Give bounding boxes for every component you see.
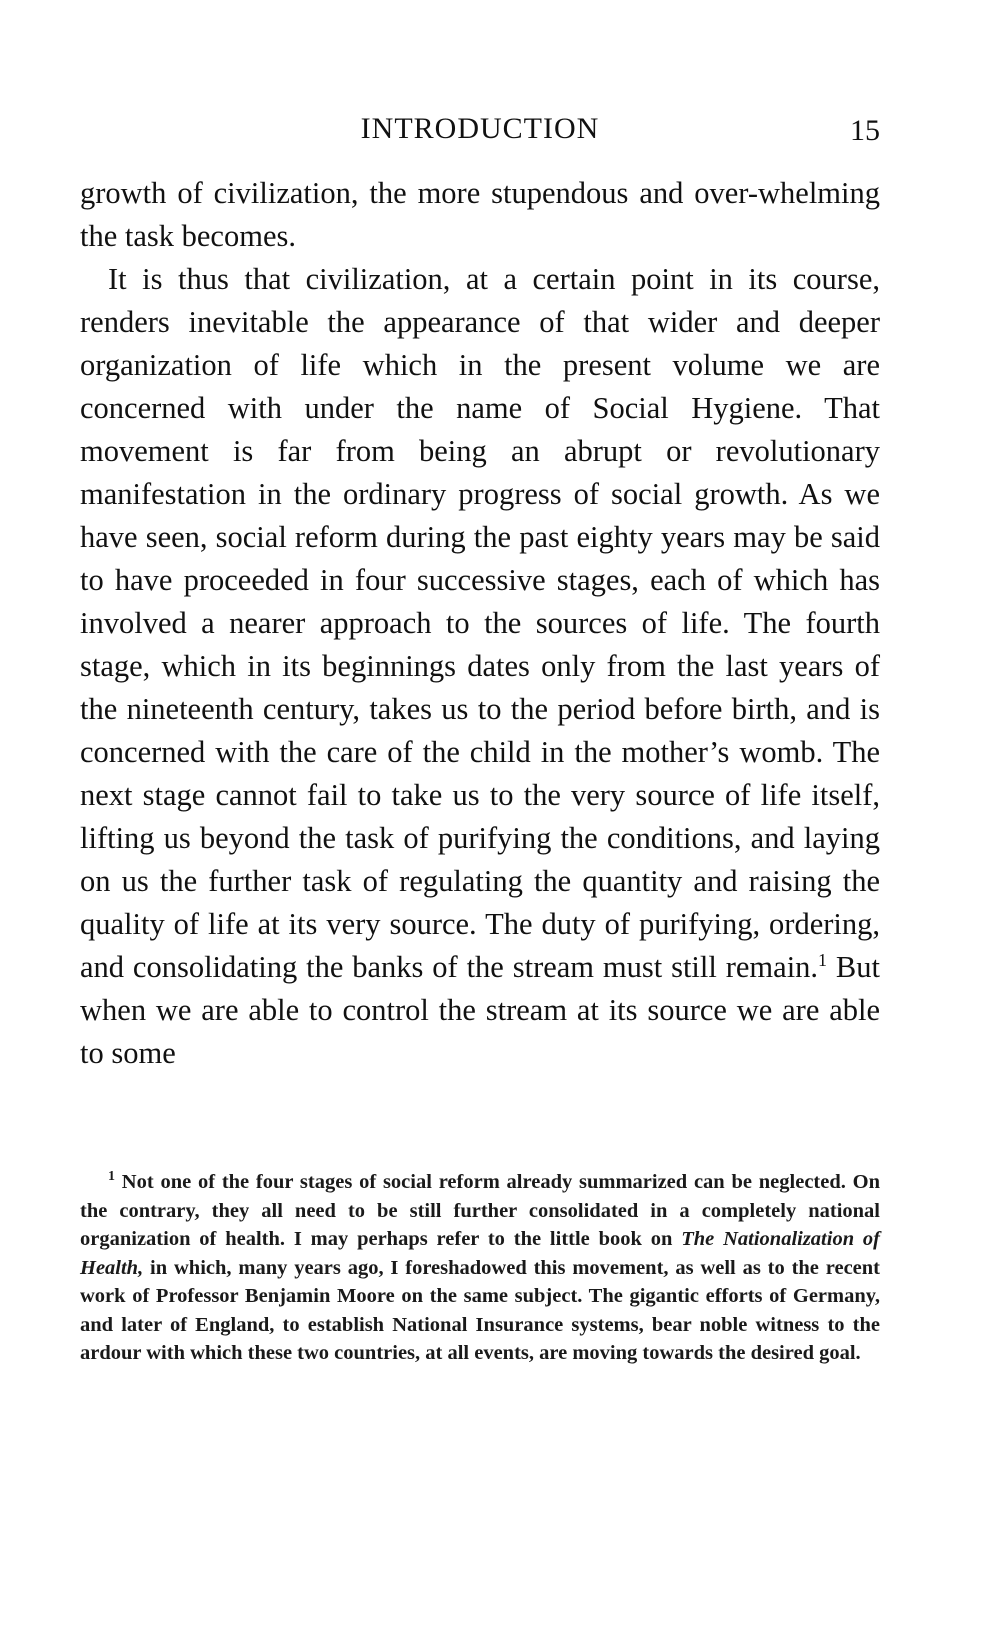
paragraph-social-hygiene [80, 258, 880, 1075]
paragraph-continuation: growth of civilization, the more stupendous and over-whelming the task becomes. [80, 176, 880, 253]
running-header [80, 112, 880, 152]
chapter-title: INTRODUCTION [360, 112, 600, 145]
page-number: 15 [850, 114, 880, 147]
footnote-text-before: Not one of the four stages of social reform already summarized can be neglected. On the contrary, they all need to be still further consolidated in a completely national organization of health. I may perhaps refer to the little book on [80, 1171, 880, 1250]
footnote [80, 1168, 880, 1368]
footnote-marker: 1 [108, 1169, 115, 1185]
footnote-reference: 1 [818, 949, 828, 970]
paragraph-text: It is thus that civilization, at a certain point in its course, renders inevitable the appearance of that wider and deeper organization of life which in the present volume we are concerned with under the name of Social Hygiene. That movement is far from being an abrupt or revolutionary manifestation in the ordinary progress of social growth. As we have seen, social reform during the past eighty years may be said to have proceeded in four successive stages, each of which has involved a nearer approach to the sources of life. The fourth stage, which in its beginnings dates only from the last years of the nineteenth century, takes us to the period before birth, and is concerned with the care of the child in the mother’s womb. The next stage cannot fail to take us to the very source of life itself, lifting us beyond the task of purifying the conditions, and laying on us the further task of regulating the quantity and raising the quality of life at its very source. The duty of purifying, ordering, and consolidating the banks of the stream must still remain. [80, 262, 880, 984]
paragraph-text-tail: But when we are able to control the stream at its source we are able to some [80, 950, 880, 1070]
footnote-text-after: in which, many years ago, I foreshadowed this movement, as well as to the recent work of Professor Benjamin Moore on the same subject. The gigantic efforts of Germany, and later of England, to establish National Insurance systems, bear noble witness to the ardour with which these two countries, at all events, are moving towards the desired goal. [80, 1256, 880, 1364]
footnote-book-title: The Nationalization of Health, [80, 1228, 881, 1279]
main-text [80, 172, 880, 1075]
